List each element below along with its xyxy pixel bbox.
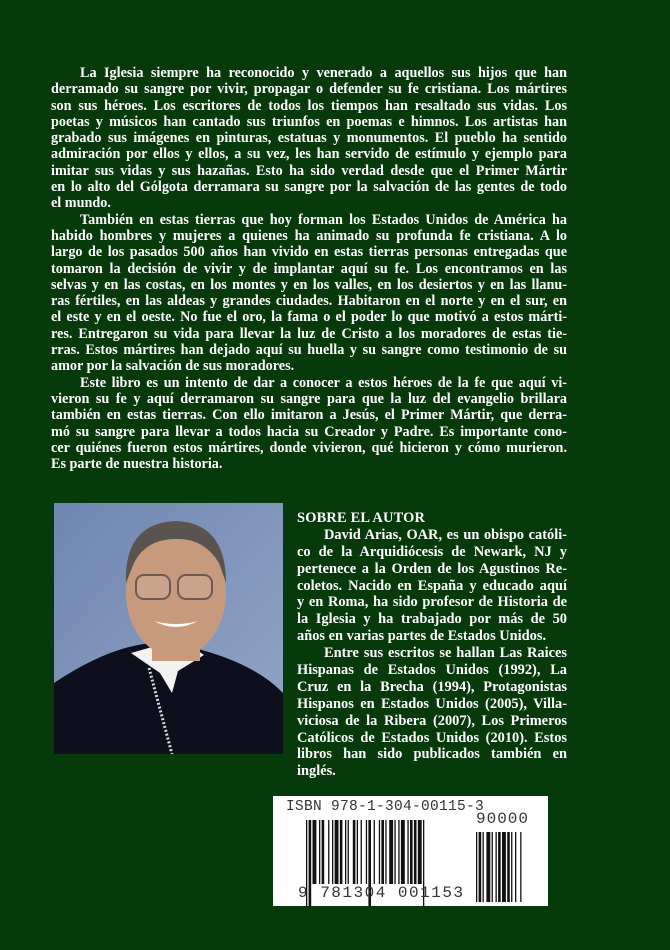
text-line: Este libro es un intento de dar a conocer a estos héroes de la fe que aquí vi- xyxy=(80,374,567,391)
text-line: años en varias partes de Estados Unidos. xyxy=(297,628,547,645)
barcode-bar xyxy=(389,820,393,884)
text-line: rras. Estos mártires han dejado aquí su huella y su sangre como testimonio de su xyxy=(51,342,567,359)
text-line: habido hombres y mujeres a quienes ha animado su profunda fe cristiana. A lo xyxy=(51,227,567,244)
text-line: selvas y en las costas, en los montes y en los valles, en los desiertos y en las llanu- xyxy=(51,276,567,293)
text-line: Cruz en la Brecha (1994), Protagonistas xyxy=(297,678,567,695)
ean-digits: 9 781304 001153 xyxy=(298,884,465,902)
text-line: amor por la salvación de sus moradores. xyxy=(51,358,295,375)
back-cover-description xyxy=(51,65,567,472)
text-line: imitar sus vidas y sus hazañas. Esto ha sido verdad desde que el Primer Mártir xyxy=(51,162,567,179)
text-line: ras fértiles, en las aldeas y grandes ciudades. Habitaron en el norte y en el sur, en xyxy=(51,293,567,310)
addon-bar xyxy=(486,832,490,902)
text-line: La Iglesia siempre ha reconocido y venerado a aquellos sus hijos que han xyxy=(80,65,567,81)
text-line: Entre sus escritos se hallan Las Raices xyxy=(324,645,567,662)
addon-bar xyxy=(511,832,512,902)
barcode-bar xyxy=(414,820,417,884)
text-line: res. Entregaron su vida para llevar la luz de Cristo a los moradores de estas tie- xyxy=(51,325,567,342)
barcode-bar xyxy=(348,820,349,884)
text-line: también en estas tierras. Con ello imitaron a Jesús, el Primer Mártir, que derra- xyxy=(51,407,567,424)
barcode-bar xyxy=(379,820,380,884)
text-line: derramado su sangre por vivir, propagar o defender su fe cristiana. Los mártires xyxy=(51,81,567,98)
text-line: en lo alto del Gólgota derramara su sangre por la salvación de las gentes de todo xyxy=(51,179,567,196)
addon-bar xyxy=(492,832,493,902)
text-line: Es parte de nuestra historia. xyxy=(51,456,223,473)
about-the-author xyxy=(297,510,567,780)
text-line: admiración por ellos y ellos, a su vez, les han servido de estímulo y ejemplo para xyxy=(51,146,567,163)
barcode-bar xyxy=(410,820,413,884)
addon-bar xyxy=(476,832,477,902)
text-line: David Arias, OAR, es un obispo católi- xyxy=(324,526,567,543)
text-line: mó su sangre para llevar a todos hacia su Creador y Padre. Es importante cono- xyxy=(51,423,567,440)
addon-bar xyxy=(479,832,482,902)
text-line: tomaron la decisión de vivir y de implantar aquí su fe. Los encontramos en las xyxy=(51,260,567,277)
author-photo xyxy=(54,503,283,754)
text-line: la Iglesia y ha trabajado por más de 50 xyxy=(297,611,567,628)
addon-bar xyxy=(502,832,506,902)
text-line: cer quiénes fueron estos mártires, donde vivieron, qué hicieron y cómo murieron. xyxy=(51,439,567,456)
addon-bar xyxy=(483,832,484,902)
isbn-barcode xyxy=(273,796,548,906)
barcode-bar xyxy=(361,820,362,884)
barcode-addon-number: 90000 xyxy=(476,810,530,828)
barcode-bar xyxy=(335,820,339,884)
barcode-bar xyxy=(322,820,325,884)
text-line: pertenece a la Orden de los Agustinos Re- xyxy=(297,560,567,577)
addon-bar xyxy=(507,832,510,902)
text-line: largo de los pasados 500 años han vivido en estas tierras personas entregadas que xyxy=(51,244,567,261)
text-line: grabado sus imágenes en pinturas, estatuas y monumentos. El pueblo ha sentido xyxy=(51,130,567,147)
text-line: poetas y músicos han cantado sus triunfos en poemas e himnos. Los artistas han xyxy=(51,113,567,130)
barcode-bar xyxy=(381,820,384,884)
addon-bar xyxy=(520,832,521,902)
text-line: Católicos de Estados Unidos (2010). Estos xyxy=(297,729,567,746)
barcode-bar xyxy=(328,820,329,884)
text-line: Hispanos en Estados Unidos (2005), Villa- xyxy=(297,695,567,712)
barcode-bar xyxy=(332,820,333,884)
text-line: el mundo. xyxy=(51,195,111,212)
barcode-bar xyxy=(319,820,320,884)
barcode-bar xyxy=(407,820,408,884)
barcode-bar xyxy=(313,820,317,884)
text-line: libros han sido publicados también en xyxy=(297,746,567,763)
text-line: el este y en el oeste. No fue el oro, la fama o el poder lo que motivó a estos márti- xyxy=(51,309,567,326)
text-line: co de la Arquidiócesis de Newark, NJ y xyxy=(297,543,567,560)
text-line: inglés. xyxy=(297,763,336,780)
barcode-bar xyxy=(418,820,422,884)
text-line: Hispanas de Estados Unidos (1992), La xyxy=(297,662,567,679)
text-line: viciosa de la Ribera (2007), Los Primeros xyxy=(297,712,567,729)
text-line: vieron su fe y aquí derramaron su sangre para que la luz del evangelio brillara xyxy=(51,390,567,407)
barcode-bar xyxy=(357,820,358,884)
text-line: coletos. Nacido en España y educado aquí xyxy=(297,577,567,594)
addon-bar xyxy=(515,832,516,902)
barcode-bar xyxy=(345,820,346,884)
barcode-bar xyxy=(340,820,343,884)
barcode-bar xyxy=(401,820,405,884)
addon-bar xyxy=(496,832,497,902)
barcode-bar xyxy=(366,820,367,884)
author-heading: SOBRE EL AUTOR xyxy=(297,510,426,526)
isbn-label: ISBN 978-1-304-00115-3 xyxy=(286,799,485,815)
barcode-bar xyxy=(394,820,395,884)
barcode-bar xyxy=(398,820,399,884)
addon-bar xyxy=(498,832,501,902)
barcode-bar xyxy=(353,820,356,884)
text-line: y en Roma, ha sido profesor de Historia de xyxy=(297,594,567,611)
barcode-bar xyxy=(385,820,386,884)
barcode-bar xyxy=(374,820,375,884)
text-line: También en estas tierras que hoy forman los Estados Unidos de América ha xyxy=(80,211,567,228)
text-line: son sus héroes. Los escritores de todos los tiempos han resaltado sus vidas. Los xyxy=(51,97,567,114)
